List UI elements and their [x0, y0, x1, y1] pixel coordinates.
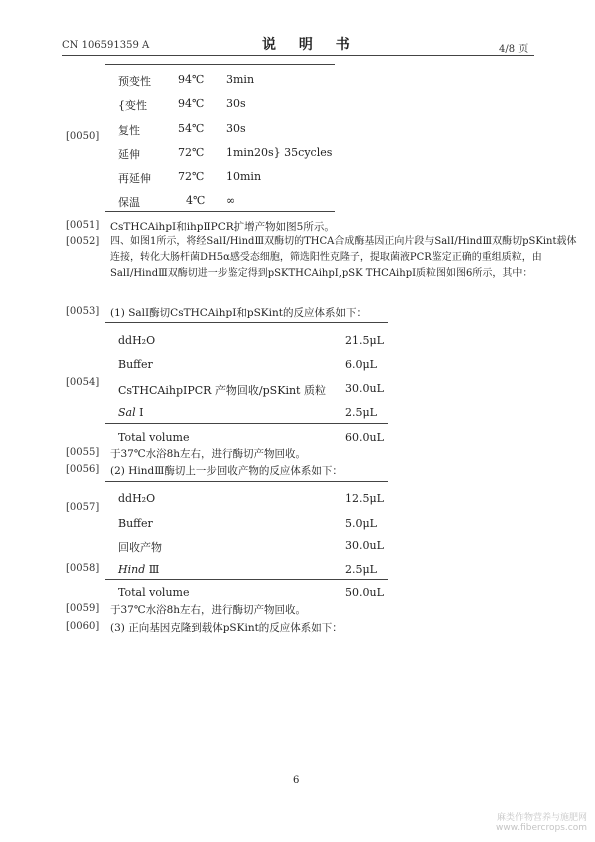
paragraph-text: 于37℃水浴8h左右，进行酶切产物回收。 — [110, 604, 307, 616]
pcr-step: 保温 — [118, 196, 140, 209]
reagent-volume: 6.0μL — [345, 358, 377, 371]
reagent-name: 回收产物 — [118, 541, 162, 554]
pcr-time: 3min — [226, 73, 255, 86]
table2-total-rule — [105, 579, 388, 580]
pcr-time: ∞ — [226, 194, 236, 207]
pcr-temp: 72℃ — [178, 170, 205, 183]
paragraph-text: 四、如图1所示，将经SalⅠ/HindⅢ双酶切的THCA合成酶基因正向片段与SalⅠ/HindⅢ双酶切pSKint载体连接，转化大肠杆菌DH5α感受态细胞，筛选阳性克隆子，提取菌液PCR鉴定正确的重组质粒，由SalⅠ/HindⅢ双酶切进一步鉴定得到pSKTHCAihpⅠ,pSK THCAihpⅠ质粒图如图6所示，其中： — [110, 236, 577, 279]
reagent-name — [118, 406, 143, 419]
reagent-name: CsTHCAihpⅠPCR 产物回收/pSKint 质粒 — [118, 384, 326, 397]
paragraph-text: (3) 正向基因克隆到载体pSKint的反应体系如下： — [110, 622, 343, 634]
total-volume-value: 60.0uL — [345, 431, 384, 444]
paragraph-number: [0054] — [66, 377, 100, 388]
table1-top-rule — [105, 322, 388, 323]
enzyme-suffix: Ⅰ — [135, 406, 144, 419]
paragraph-number: [0052] — [66, 236, 100, 247]
paragraph-number: [0055] — [66, 447, 100, 458]
pcr-temp: 94℃ — [178, 97, 205, 110]
page-number: 6 — [293, 775, 300, 786]
pcr-time: 1min20s} 35cycles — [226, 146, 333, 159]
reagent-volume: 2.5μL — [345, 563, 377, 576]
patent-number: CN 106591359 A — [62, 40, 150, 51]
pcr-table-bottom-rule — [105, 211, 335, 212]
reagent-name — [118, 563, 159, 576]
paragraph-text: CsTHCAihpⅠ和ihpⅡPCR扩增产物如图5所示。 — [110, 221, 335, 233]
reagent-volume: 30.0uL — [345, 539, 384, 552]
header-rule — [62, 55, 534, 56]
paragraph-text: 于37℃水浴8h左右，进行酶切产物回收。 — [110, 448, 307, 460]
pcr-step: 延伸 — [118, 148, 140, 161]
pcr-temp: 94℃ — [178, 73, 205, 86]
paragraph-number: [0051] — [66, 220, 100, 231]
enzyme-name-italic: Sal — [118, 406, 136, 419]
pcr-step: 复性 — [118, 124, 140, 137]
reagent-volume: 12.5μL — [345, 492, 384, 505]
total-volume-label: Total volume — [118, 431, 190, 444]
paragraph-number: [0056] — [66, 464, 100, 475]
page-title: 说 明 书 — [262, 37, 359, 53]
pcr-time: 30s — [226, 97, 246, 110]
paragraph-text: (1) SalⅠ酶切CsTHCAihpⅠ和pSKint的反应体系如下： — [110, 307, 367, 319]
pcr-step: {变性 — [118, 99, 147, 112]
watermark-url: www.fibercrops.com — [496, 823, 587, 833]
total-volume-label: Total volume — [118, 586, 190, 599]
paragraph-number: [0050] — [66, 131, 100, 142]
page-indicator: 4/8 页 — [499, 44, 529, 55]
reagent-volume: 2.5μL — [345, 406, 377, 419]
pcr-step: 再延伸 — [118, 172, 151, 185]
paragraph-number: [0053] — [66, 306, 100, 317]
reagent-name: ddH₂O — [118, 492, 156, 505]
watermark-site-name: 麻类作物营养与施肥网 — [496, 813, 587, 823]
pcr-temp: 72℃ — [178, 146, 205, 159]
reagent-volume: 30.0uL — [345, 382, 384, 395]
pcr-table-top-rule — [105, 64, 335, 65]
enzyme-name-italic: Hind — [118, 563, 146, 576]
reagent-name: ddH₂O — [118, 334, 156, 347]
table1-total-rule — [105, 423, 388, 424]
pcr-temp: 4℃ — [186, 194, 206, 207]
reagent-name: Buffer — [118, 358, 153, 371]
table2-top-rule — [105, 481, 388, 482]
pcr-time: 30s — [226, 122, 246, 135]
paragraph-number: [0059] — [66, 603, 100, 614]
enzyme-suffix: Ⅲ — [145, 563, 160, 576]
reagent-volume: 5.0μL — [345, 517, 377, 530]
pcr-step: 预变性 — [118, 75, 151, 88]
paragraph-number: [0057] — [66, 502, 100, 513]
paragraph-number: [0058] — [66, 563, 100, 574]
reagent-volume: 21.5μL — [345, 334, 384, 347]
total-volume-value: 50.0uL — [345, 586, 384, 599]
reagent-name: Buffer — [118, 517, 153, 530]
pcr-temp: 54℃ — [178, 122, 205, 135]
paragraph-text: (2) HindⅢ酶切上一步回收产物的反应体系如下： — [110, 465, 343, 477]
paragraph-number: [0060] — [66, 621, 100, 632]
pcr-time: 10min — [226, 170, 262, 183]
